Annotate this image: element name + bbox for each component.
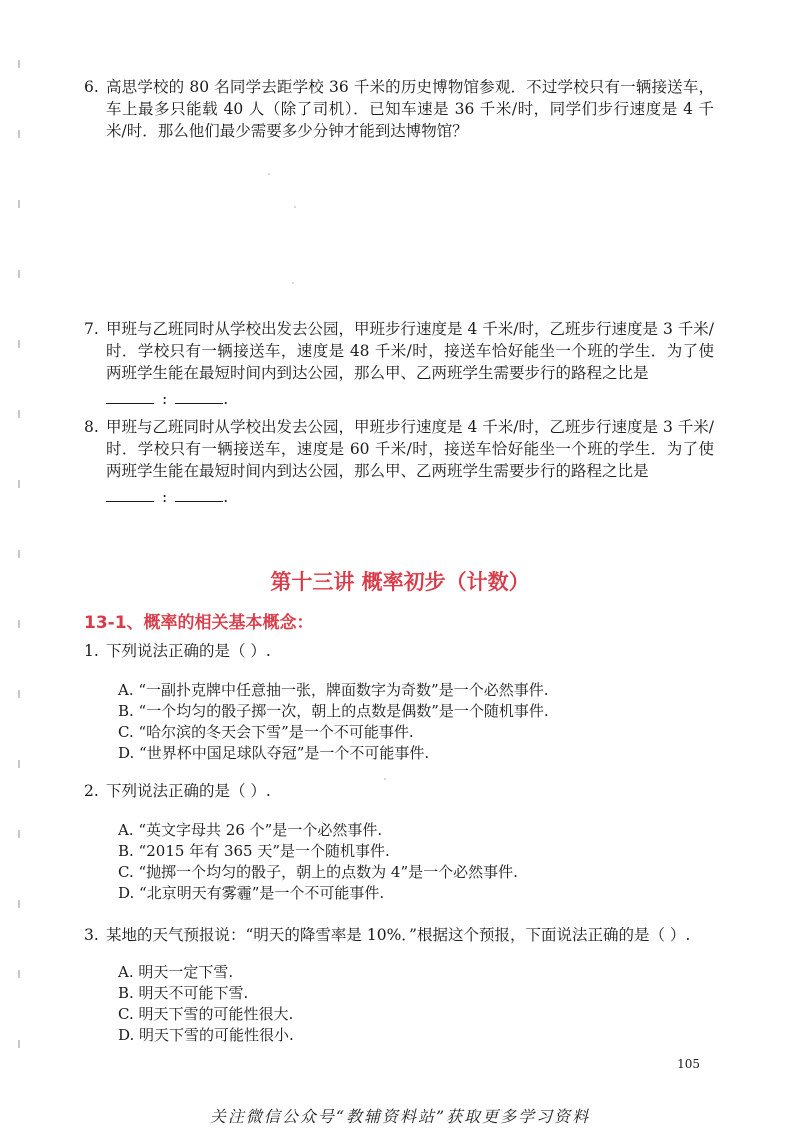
question-number: 2. [84,782,99,800]
option-b[interactable]: B. “2015 年有 365 天”是一个随机事件. [118,842,390,860]
question-text: 下列说法正确的是（ ）. [106,782,271,800]
question-7 [84,318,714,410]
question-6 [84,76,714,142]
option-a[interactable]: A. “英文字母共 26 个”是一个必然事件. [118,821,383,839]
option-d[interactable]: D. “世界杯中国足球队夺冠”是一个不可能事件. [118,744,430,762]
options-list [118,962,294,1046]
question-text: 下列说法正确的是（ ）. [106,642,271,660]
ratio-colon: : [162,488,168,506]
subsection-title: 13-1、概率的相关基本概念： [84,613,314,633]
question-text: 甲班与乙班同时从学校出发去公园，甲班步行速度是 4 千米/时，乙班步行速度是 3 千米/时．学校只有一辆接送车，速度是 60 千米/时，接送车恰好能坐一个班的学生．为了使两班学生能在最短时间内到达公园，那么甲、乙两班学生需要步行的路程之比是 [106,418,714,480]
option-c[interactable]: C. “抛掷一个均匀的骰子，朝上的点数为 4”是一个必然事件. [118,863,518,881]
question-number: 1. [84,642,99,660]
option-a[interactable]: A. 明天一定下雪. [118,963,234,981]
option-a[interactable]: A. “一副扑克牌中任意抽一张，牌面数字为奇数”是一个必然事件. [118,681,549,699]
option-d[interactable]: D. 明天下雪的可能性很小. [118,1026,294,1044]
question-number: 8. [84,418,99,436]
answer-blank[interactable] [106,389,154,404]
question-1 [84,640,714,662]
answer-blank-row [84,388,714,410]
option-b[interactable]: B. “一个均匀的骰子掷一次，朝上的点数是偶数”是一个随机事件. [118,702,549,720]
question-number: 3. [84,926,99,944]
answer-blank[interactable] [175,487,223,502]
answer-blank[interactable] [106,487,154,502]
option-c[interactable]: C. “哈尔滨的冬天会下雪”是一个不可能事件. [118,723,414,741]
options-list [118,680,549,764]
option-c[interactable]: C. 明天下雪的可能性很大. [118,1005,294,1023]
question-text: 高思学校的 80 名同学去距学校 36 千米的历史博物馆参观．不过学校只有一辆接送车，车上最多只能载 40 人（除了司机）．已知车速是 36 千米/时，同学们步行速度是 4 千米/时．那么他们最少需要多少分钟才能到达博物馆？ [106,78,714,140]
section-title: 第十三讲 概率初步（计数） [270,570,530,594]
option-d[interactable]: D. “北京明天有雾霾”是一个不可能事件. [118,884,385,902]
question-text: 某地的天气预报说：“明天的降雪率是 10%．”根据这个预报，下面说法正确的是（ ）. [106,926,691,944]
ratio-end: . [223,390,229,408]
page-number: 105 [677,1057,700,1071]
answer-blank[interactable] [175,389,223,404]
footer-note: 关注微信公众号“教辅资料站”获取更多学习资料 [209,1107,591,1126]
question-8 [84,416,714,508]
ratio-colon: : [162,390,168,408]
question-3 [84,924,714,946]
option-b[interactable]: B. 明天不可能下雪. [118,984,249,1002]
question-text: 甲班与乙班同时从学校出发去公园，甲班步行速度是 4 千米/时，乙班步行速度是 3 千米/时．学校只有一辆接送车，速度是 48 千米/时，接送车恰好能坐一个班的学生．为了使两班学生能在最短时间内到达公园，那么甲、乙两班学生需要步行的路程之比是 [106,320,714,382]
question-number: 7. [84,320,99,338]
answer-blank-row [84,486,714,508]
question-number: 6. [84,78,99,96]
ratio-end: . [223,488,229,506]
question-2 [84,780,714,802]
options-list [118,820,518,904]
